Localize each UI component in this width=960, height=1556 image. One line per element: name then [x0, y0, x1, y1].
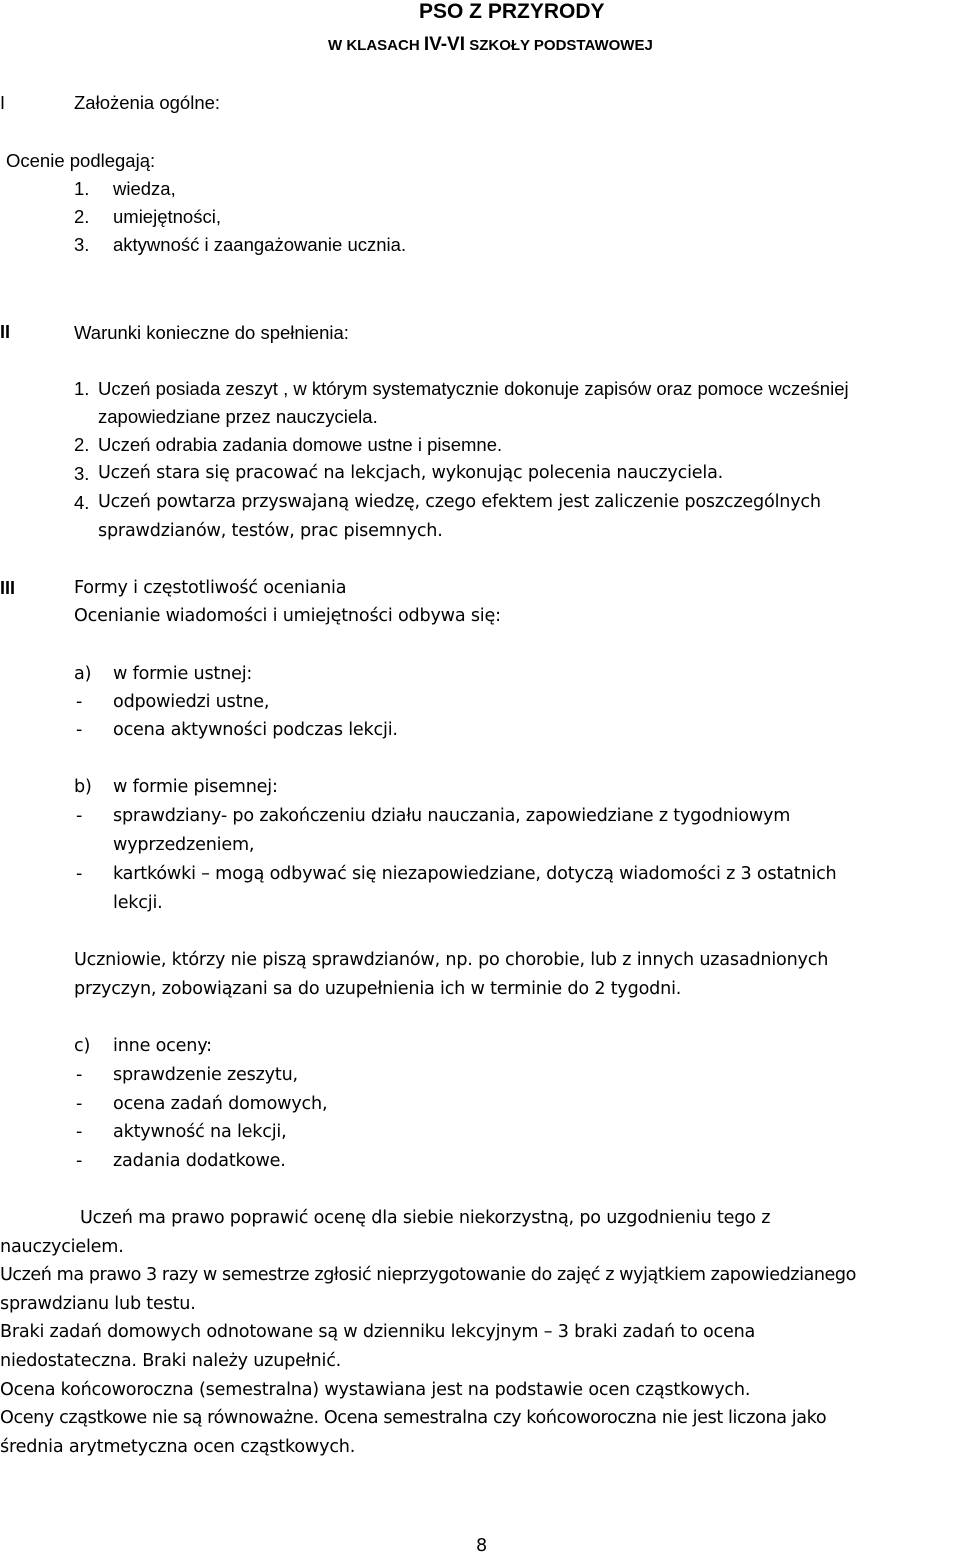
- closing-line: Uczeń ma prawo poprawić ocenę dla siebie niekorzystną, po uzgodnieniu tego z: [80, 1208, 771, 1228]
- list-item: kartkówki – mogą odbywać się niezapowiedziane, dotyczą wiadomości z 3 ostatnich: [113, 864, 837, 884]
- section-1-intro: Ocenie podlegają:: [6, 150, 156, 171]
- section-3-intro: Ocenianie wiadomości i umiejętności odbywa się:: [74, 606, 501, 626]
- section-2-heading: Warunki konieczne do spełnienia:: [74, 322, 349, 343]
- list-item: odpowiedzi ustne,: [113, 692, 270, 712]
- section-2-item-num: 4.: [74, 492, 90, 513]
- section-2-item: Uczeń stara się pracować na lekcjach, wykonując polecenia nauczyciela.: [98, 463, 724, 483]
- section-2-item-cont: zapowiedziane przez nauczyciela.: [98, 406, 378, 427]
- list-item: zadania dodatkowe.: [113, 1151, 286, 1171]
- list-dash: -: [76, 1065, 83, 1085]
- closing-line: Oceny cząstkowe nie są równoważne. Ocena semestralna czy końcoworoczna nie jest liczona jako: [0, 1408, 827, 1428]
- section-1-item-num: 2.: [74, 206, 90, 227]
- makeup-note-cont: przyczyn, zobowiązani sa do uzupełnienia ich w terminie do 2 tygodni.: [74, 979, 682, 999]
- section-2-item: Uczeń powtarza przyswajaną wiedzę, czego efektem jest zaliczenie poszczególnych: [98, 492, 821, 512]
- list-item: sprawdziany- po zakończeniu działu nauczania, zapowiedziane z tygodniowym: [113, 806, 791, 826]
- section-2-item: Uczeń odrabia zadania domowe ustne i pisemne.: [98, 434, 503, 455]
- section-1-item-num: 1.: [74, 178, 90, 199]
- subsection-a-label: a): [74, 664, 92, 684]
- list-item: ocena aktywności podczas lekcji.: [113, 720, 398, 740]
- list-dash: -: [76, 864, 83, 884]
- closing-line: średnia arytmetyczna ocen cząstkowych.: [0, 1437, 356, 1457]
- section-1-heading: Założenia ogólne:: [74, 92, 221, 113]
- section-1-item: aktywność i zaangażowanie ucznia.: [113, 234, 407, 255]
- subsection-b-title: w formie pisemnej:: [113, 777, 278, 797]
- list-dash: -: [76, 1151, 83, 1171]
- list-dash: -: [76, 806, 83, 826]
- section-2-item: Uczeń posiada zeszyt , w którym systematycznie dokonuje zapisów oraz pomoce wcześniej: [98, 378, 849, 399]
- closing-line: Ocena końcoworoczna (semestralna) wystawiana jest na podstawie ocen cząstkowych.: [0, 1380, 751, 1400]
- list-item: sprawdzenie zeszytu,: [113, 1065, 298, 1085]
- document-subtitle: [328, 34, 653, 56]
- closing-line: Uczeń ma prawo 3 razy w semestrze zgłosić nieprzygotowanie do zajęć z wyjątkiem zapowiedzianego: [0, 1265, 856, 1285]
- subsection-b-label: b): [74, 777, 92, 797]
- section-2-item-num: 3.: [74, 463, 90, 484]
- section-3-numeral: III: [0, 578, 16, 598]
- list-item: aktywność na lekcji,: [113, 1122, 287, 1142]
- list-item: ocena zadań domowych,: [113, 1094, 328, 1114]
- subtitle-post: SZKOŁY PODSTAWOWEJ: [469, 37, 653, 54]
- subtitle-pre: W KLASACH: [328, 37, 420, 54]
- section-2-item-num: 2.: [74, 434, 90, 455]
- closing-line: nauczycielem.: [0, 1237, 124, 1257]
- list-item-cont: lekcji.: [113, 893, 163, 913]
- section-3-heading: Formy i częstotliwość oceniania: [74, 578, 347, 598]
- section-1-item-num: 3.: [74, 234, 90, 255]
- subsection-c-label: c): [74, 1036, 91, 1056]
- document-title: PSO Z PRZYRODY: [419, 0, 605, 23]
- list-item-cont: wyprzedzeniem,: [113, 835, 255, 855]
- subsection-a-title: w formie ustnej:: [113, 664, 253, 684]
- list-dash: -: [76, 1122, 83, 1142]
- section-2-numeral: II: [0, 322, 11, 342]
- subtitle-grades: IV-VI: [423, 34, 466, 55]
- section-1-numeral: I: [0, 93, 6, 113]
- section-1-item: umiejętności,: [113, 206, 221, 227]
- section-1-item: wiedza,: [113, 178, 176, 199]
- closing-line: Braki zadań domowych odnotowane są w dzienniku lekcyjnym – 3 braki zadań to ocena: [0, 1322, 756, 1342]
- list-dash: -: [76, 692, 83, 712]
- closing-line: sprawdzianu lub testu.: [0, 1294, 196, 1314]
- closing-line: niedostateczna. Braki należy uzupełnić.: [0, 1351, 342, 1371]
- section-2-item-num: 1.: [74, 378, 90, 399]
- subsection-c-title: inne oceny:: [113, 1036, 212, 1056]
- section-2-item-cont: sprawdzianów, testów, prac pisemnych.: [98, 521, 443, 541]
- list-dash: -: [76, 720, 83, 740]
- makeup-note: Uczniowie, którzy nie piszą sprawdzianów, np. po chorobie, lub z innych uzasadnionych: [74, 950, 829, 970]
- list-dash: -: [76, 1094, 83, 1114]
- page-number: 8: [476, 1536, 487, 1556]
